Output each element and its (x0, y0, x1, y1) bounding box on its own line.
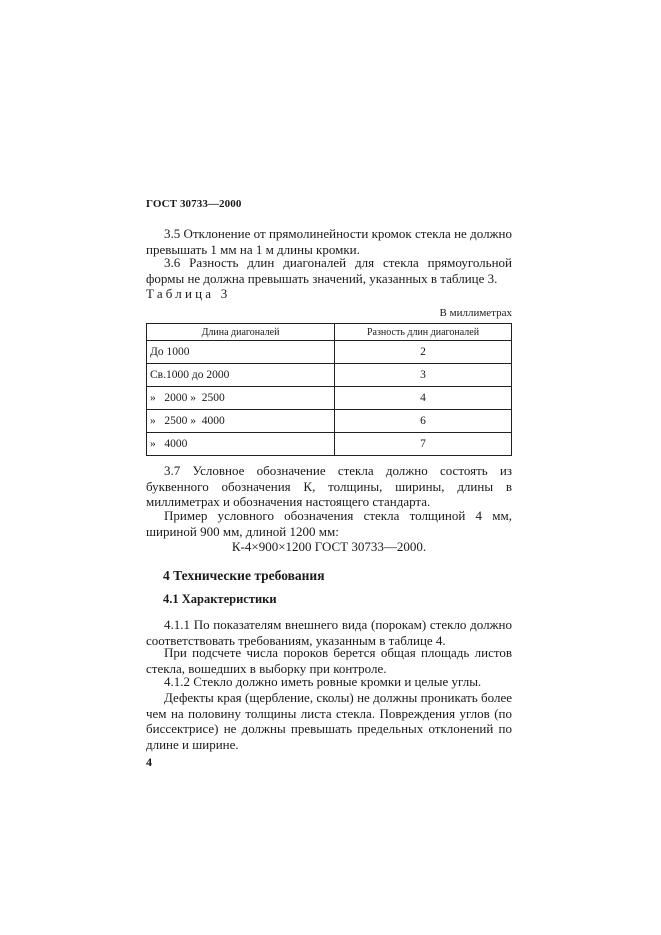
table-header-row (147, 324, 512, 341)
table-cell-length: » 4000 (147, 433, 335, 456)
table-cell-length: До 1000 (147, 341, 335, 364)
table-cell-length: » 2000 » 2500 (147, 387, 335, 410)
paragraph-3-5 (146, 226, 512, 257)
paragraph-4-1-2-defects (146, 690, 512, 752)
table-cell-difference: 6 (335, 410, 512, 433)
table-row (147, 410, 512, 433)
table-cell-difference: 4 (335, 387, 512, 410)
example-intro-text: Пример условного обозначения стекла толщиной 4 мм, шириной 900 мм, длиной 1200 мм: (146, 508, 512, 539)
table-row (147, 341, 512, 364)
paragraph-4-1-1-note-text: При подсчете числа пороков берется общая площадь листов стекла, вошедших в выборку при контроле. (146, 645, 512, 676)
paragraph-3-7 (146, 463, 512, 510)
section-title: 4 Технические требования (163, 568, 325, 583)
table-cell-length: Св.1000 до 2000 (147, 364, 335, 387)
column-header-diagonal-difference: Разность длин диагоналей (335, 324, 512, 341)
designation-example: К-4×900×1200 ГОСТ 30733—2000. (231, 539, 427, 554)
column-header-diagonal-length: Длина диагоналей (147, 324, 335, 341)
table-3 (146, 323, 512, 456)
table-cell-difference: 2 (335, 341, 512, 364)
paragraph-4-1-1-note (146, 645, 512, 676)
table-cell-difference: 3 (335, 364, 512, 387)
table-row (147, 433, 512, 456)
paragraph-3-6-text: 3.6 Разность длин диагоналей для стекла прямоугольной формы не должна превышать значений, указанных в таблице 3. (146, 255, 512, 286)
paragraph-4-1-1-text: 4.1.1 По показателям внешнего вида (порокам) стекло должно соответствовать требованиям, указанным в таблице 4. (146, 617, 512, 648)
table-row (147, 364, 512, 387)
table-caption: Таблица 3 (146, 286, 231, 301)
table-cell-difference: 7 (335, 433, 512, 456)
page-number: 4 (146, 755, 152, 769)
example-intro (146, 508, 512, 539)
paragraph-3-7-text: 3.7 Условное обозначение стекла должно состоять из буквенного обозначения К, толщины, ширины, длины в миллиметрах и обозначения настоящего стандарта. (146, 463, 512, 509)
subsection-title: 4.1 Характеристики (163, 592, 277, 606)
table-cell-length: » 2500 » 4000 (147, 410, 335, 433)
paragraph-4-1-2-text: 4.1.2 Стекло должно иметь ровные кромки и целые углы. (164, 674, 482, 689)
paragraph-4-1-1 (146, 617, 512, 648)
paragraph-3-6 (146, 255, 512, 286)
table-row (147, 387, 512, 410)
paragraph-4-1-2-defects-text: Дефекты края (щербление, сколы) не должны проникать более чем на половину толщины листа стекла. Повреждения углов (по биссектрисе) не должны превышать предельных отклонений по длине и ширине. (146, 690, 512, 752)
document-header: ГОСТ 30733—2000 (146, 198, 242, 210)
paragraph-4-1-2 (146, 674, 512, 690)
paragraph-3-5-text: 3.5 Отклонение от прямолинейности кромок стекла не должно превышать 1 мм на 1 м длины кромки. (146, 226, 512, 257)
table-units: В миллиметрах (439, 307, 512, 319)
